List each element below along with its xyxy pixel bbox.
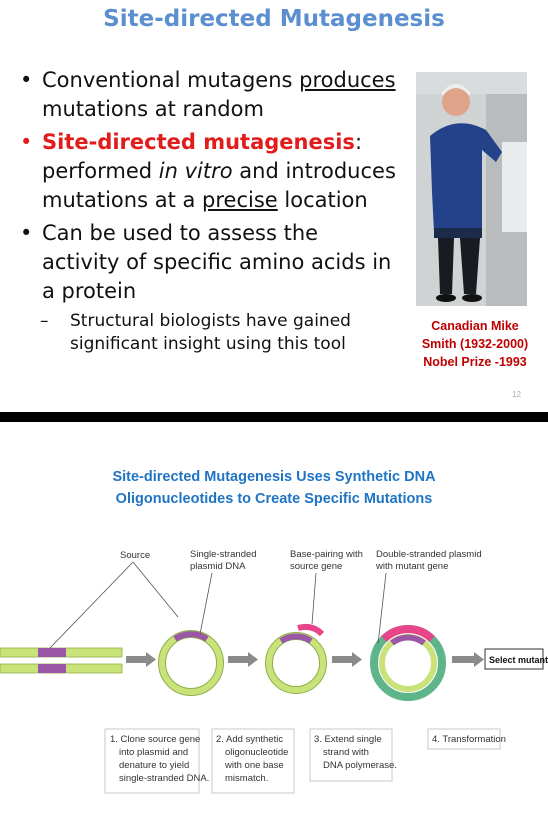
step-1 (105, 729, 209, 793)
bullet-2: • Site-directed mutagenesis: performed in vitro and introduces mutations at a precise location (20, 130, 396, 212)
svg-text:with mutant gene: with mutant gene (376, 561, 449, 572)
bullet-3: • Can be used to assess the activity of specific amino acids in a protein (20, 221, 392, 303)
select-mutant-box (485, 649, 548, 669)
mutagenesis-diagram (0, 542, 548, 824)
svg-text:2. Add synthetic: 2. Add synthetic (216, 734, 284, 745)
step-3 (310, 729, 397, 781)
svg-text:DNA polymerase.: DNA polymerase. (323, 760, 397, 771)
bullet-list (18, 66, 398, 356)
step-2 (212, 729, 294, 793)
svg-text:strand with: strand with (323, 747, 369, 758)
svg-text:plasmid DNA: plasmid DNA (190, 561, 246, 572)
portrait-photo (416, 72, 527, 306)
arrow-4 (452, 652, 484, 667)
slide-2 (0, 422, 548, 824)
source-dna (0, 648, 122, 673)
plasmid-with-oligo (269, 627, 323, 690)
sub-bullet: – Structural biologists have gained significant insight using this tool (40, 311, 351, 354)
svg-text:mismatch.: mismatch. (225, 773, 269, 784)
double-stranded-plasmid (374, 629, 442, 697)
slide-divider (0, 412, 548, 422)
svg-text:into plasmid and: into plasmid and (119, 747, 189, 758)
photo-caption: Canadian Mike Smith (1932-2000) Nobel Prize -1993 (421, 319, 529, 369)
svg-text:single-stranded DNA.: single-stranded DNA. (119, 773, 210, 784)
bullet-1: • Conventional mutagens produces mutations at random (20, 68, 396, 121)
step-4 (428, 729, 506, 749)
svg-text:with one base: with one base (225, 760, 284, 771)
svg-text:1. Clone source gene: 1. Clone source gene (110, 734, 201, 745)
svg-text:Base-pairing with: Base-pairing with (290, 549, 363, 560)
source-label: Source (120, 550, 151, 561)
svg-text:Double-stranded plasmid: Double-stranded plasmid (376, 549, 482, 560)
svg-text:4. Transformation: 4. Transformation (432, 734, 506, 745)
slide-number: 12 (512, 390, 521, 399)
single-stranded-plasmid (162, 634, 220, 692)
svg-text:oligonucleotide: oligonucleotide (225, 747, 289, 758)
svg-text:3. Extend single: 3. Extend single (314, 734, 382, 745)
arrow-3 (332, 652, 362, 667)
svg-text:denature to yield: denature to yield (119, 760, 190, 771)
svg-text:Single-stranded: Single-stranded (190, 549, 257, 560)
arrow-2 (228, 652, 258, 667)
arrow-1 (126, 652, 156, 667)
slide-title: Site-directed Mutagenesis (103, 6, 445, 32)
slide-2-title: Site-directed Mutagenesis Uses Synthetic DNA Oligonucleotides to Create Specific Mutations (112, 469, 436, 507)
svg-text:Select mutant: Select mutant (489, 655, 548, 665)
svg-text:source gene: source gene (290, 561, 343, 572)
